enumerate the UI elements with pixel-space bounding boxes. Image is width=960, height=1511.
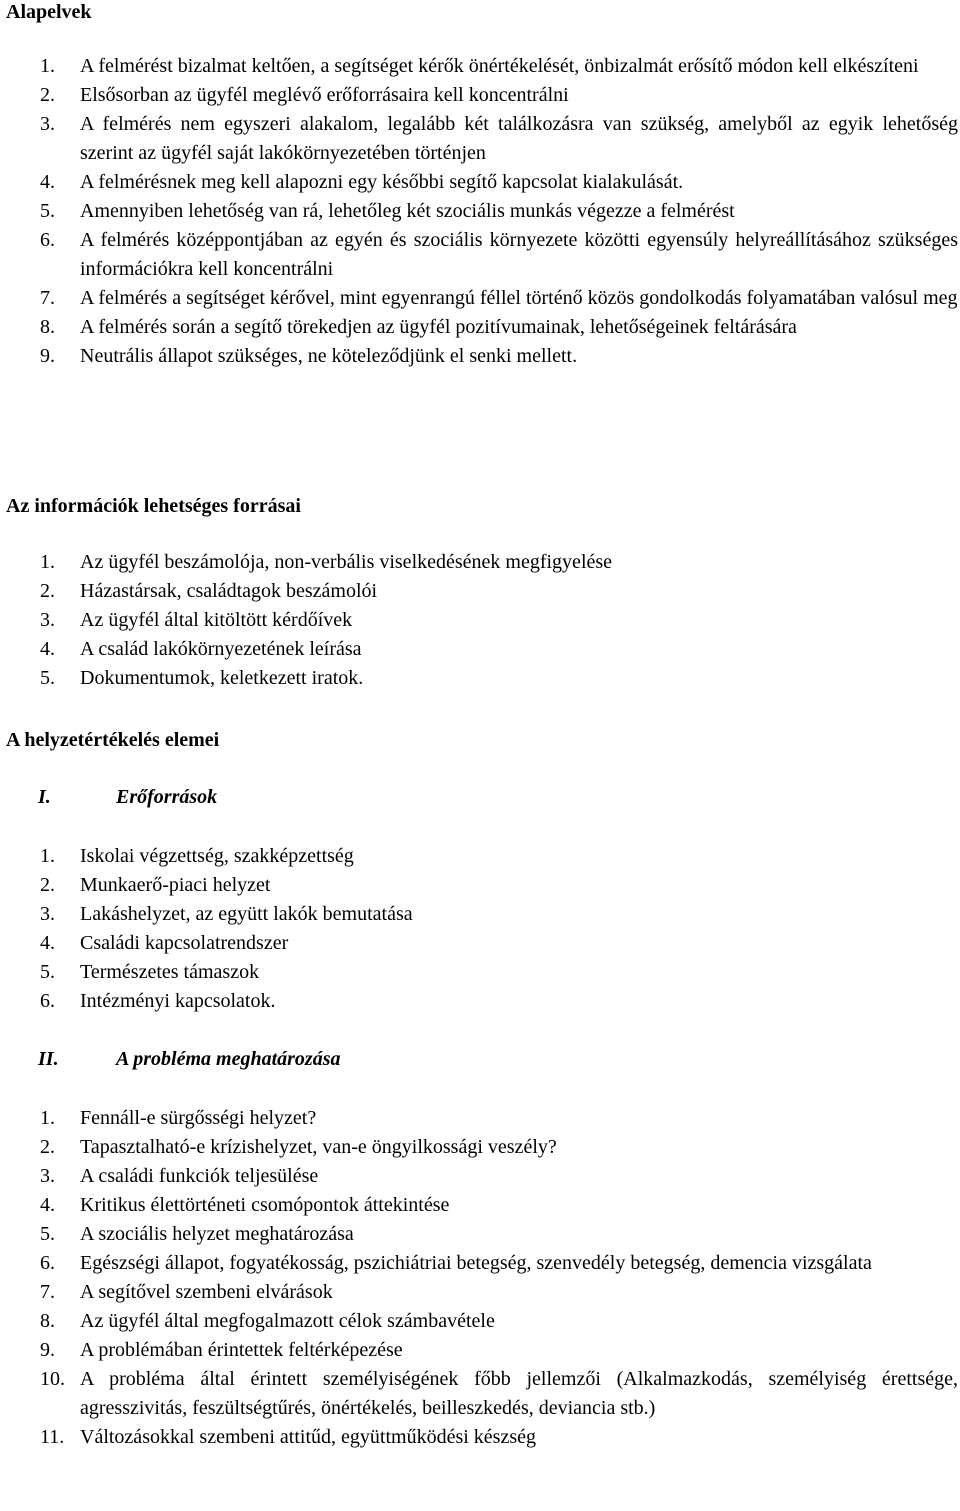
list-item-number: 2. <box>40 84 55 106</box>
list-item <box>0 1423 958 1452</box>
list-item-number: 11. <box>40 1426 65 1448</box>
list-item-number: 9. <box>40 1339 55 1361</box>
list-item-number: 7. <box>40 1281 55 1303</box>
list-item-text: A felmérés nem egyszeri alakalom, legalább két találkozásra van szükség, amelyből az egyik lehetőség szerint az ügyfél saját lakókörnyezetében történjen <box>80 113 958 164</box>
list-item-text: Változásokkal szembeni attitűd, együttműködési készség <box>80 1426 536 1448</box>
list-item <box>0 1220 958 1249</box>
list-item-text: Egészségi állapot, fogyatékosság, pszichiátriai betegség, szenvedély betegség, demencia vizsgálata <box>80 1252 872 1274</box>
list-item-number: 4. <box>40 1194 55 1216</box>
list-item-text: A felmérésnek meg kell alapozni egy későbbi segítő kapcsolat kialakulását. <box>80 171 684 193</box>
list-item-number: 3. <box>40 903 55 925</box>
list-informaciok <box>0 548 958 693</box>
list-item-text: A felmérés középpontjában az egyén és szociális környezete közötti egyensúly helyreállításához szükséges információkra kell koncentrálni <box>80 229 958 280</box>
list-item-text: Kritikus élettörténeti csomópontok áttekintése <box>80 1194 450 1216</box>
list-item <box>0 81 958 110</box>
list-item <box>0 871 958 900</box>
list-item-number: 8. <box>40 1310 55 1332</box>
list-item-text: Intézményi kapcsolatok. <box>80 990 276 1012</box>
list-item-text: Munkaerő-piaci helyzet <box>80 874 271 896</box>
list-item <box>0 1191 958 1220</box>
list-item-text: Az ügyfél által megfogalmazott célok számbavétele <box>80 1310 495 1332</box>
list-item-number: 5. <box>40 200 55 222</box>
heading-informaciok: Az információk lehetséges forrásai <box>6 495 301 517</box>
list-item <box>0 548 958 577</box>
list-eroforrasok <box>0 842 958 1016</box>
list-item-text: A problémában érintettek feltérképezése <box>80 1339 403 1361</box>
subheading-problema <box>0 1046 340 1072</box>
list-problema <box>0 1104 958 1452</box>
list-item <box>0 635 958 664</box>
list-item <box>0 342 958 371</box>
list-item <box>0 958 958 987</box>
list-item-text: A család lakókörnyezetének leírása <box>80 638 362 660</box>
subheading-title: A probléma meghatározása <box>116 1048 341 1070</box>
list-item-number: 5. <box>40 1223 55 1245</box>
list-item-number: 3. <box>40 113 55 135</box>
roman-numeral: I. <box>38 786 51 808</box>
list-item <box>0 1162 958 1191</box>
list-item-text: A probléma által érintett személyiségének főbb jellemzői (Alkalmazkodás, személyiség érettsége, agresszivitás, feszültségtűrés, önértékelés, beilleszkedés, deviancia stb.) <box>80 1368 958 1419</box>
list-item-text: Lakáshelyzet, az együtt lakók bemutatása <box>80 903 413 925</box>
heading-helyzetertekeles: A helyzetértékelés elemei <box>6 729 220 751</box>
list-item-number: 6. <box>40 229 55 251</box>
list-item-text: Családi kapcsolatrendszer <box>80 932 289 954</box>
list-item-number: 1. <box>40 1107 55 1129</box>
list-item <box>0 1336 958 1365</box>
list-item-number: 1. <box>40 845 55 867</box>
list-item <box>0 987 958 1016</box>
heading-alapelvek: Alapelvek <box>6 1 92 23</box>
list-item-text: A felmérés a segítséget kérővel, mint egyenrangú féllel történő közös gondolkodás folyamatában valósul meg <box>80 287 958 309</box>
list-item-text: Amennyiben lehetőség van rá, lehetőleg két szociális munkás végezze a felmérést <box>80 200 735 222</box>
list-item <box>0 168 958 197</box>
list-item <box>0 226 958 284</box>
list-item <box>0 197 958 226</box>
list-item <box>0 313 958 342</box>
list-item <box>0 577 958 606</box>
list-item <box>0 1365 958 1423</box>
list-item-text: A segítővel szembeni elvárások <box>80 1281 333 1303</box>
list-item-number: 4. <box>40 932 55 954</box>
list-item-text: A felmérés során a segítő törekedjen az ügyfél pozitívumainak, lehetőségeinek feltárására <box>80 316 797 338</box>
list-item-number: 6. <box>40 1252 55 1274</box>
list-item-text: Dokumentumok, keletkezett iratok. <box>80 667 364 689</box>
list-item-number: 3. <box>40 1165 55 1187</box>
subheading-eroforrasok <box>0 784 217 810</box>
list-item <box>0 284 958 313</box>
list-item <box>0 900 958 929</box>
list-item <box>0 1278 958 1307</box>
list-item-number: 2. <box>40 1136 55 1158</box>
subheading-title: Erőforrások <box>116 786 218 808</box>
list-item-text: Iskolai végzettség, szakképzettség <box>80 845 354 867</box>
list-item <box>0 110 958 168</box>
list-item-number: 1. <box>40 551 55 573</box>
list-item-text: Természetes támaszok <box>80 961 260 983</box>
list-item-text: Elsősorban az ügyfél meglévő erőforrásaira kell koncentrálni <box>80 84 569 106</box>
list-item <box>0 1307 958 1336</box>
list-item-text: Fennáll-e sürgősségi helyzet? <box>80 1107 317 1129</box>
list-item <box>0 606 958 635</box>
list-item-number: 6. <box>40 990 55 1012</box>
list-item <box>0 664 958 693</box>
list-item-text: Az ügyfél által kitöltött kérdőívek <box>80 609 353 631</box>
list-item-number: 1. <box>40 55 55 77</box>
list-item-number: 2. <box>40 874 55 896</box>
list-item-number: 2. <box>40 580 55 602</box>
list-item-text: A felmérést bizalmat keltően, a segítséget kérők önértékelését, önbizalmát erősítő módon kell elkészíteni <box>80 55 919 77</box>
list-item-number: 7. <box>40 287 55 309</box>
list-item-text: Tapasztalható-e krízishelyzet, van-e öngyilkossági veszély? <box>80 1136 557 1158</box>
list-item-text: A szociális helyzet meghatározása <box>80 1223 354 1245</box>
list-item-number: 10. <box>40 1368 65 1390</box>
list-item-number: 5. <box>40 667 55 689</box>
list-item <box>0 1133 958 1162</box>
roman-numeral: II. <box>38 1048 59 1070</box>
list-item-number: 5. <box>40 961 55 983</box>
list-item-number: 4. <box>40 171 55 193</box>
list-alapelvek <box>0 52 958 371</box>
list-item-number: 4. <box>40 638 55 660</box>
list-item <box>0 929 958 958</box>
list-item-number: 3. <box>40 609 55 631</box>
list-item-text: Neutrális állapot szükséges, ne köteleződjünk el senki mellett. <box>80 345 578 367</box>
list-item-text: Az ügyfél beszámolója, non-verbális viselkedésének megfigyelése <box>80 551 613 573</box>
list-item-number: 8. <box>40 316 55 338</box>
list-item-number: 9. <box>40 345 55 367</box>
list-item <box>0 1104 958 1133</box>
list-item <box>0 1249 958 1278</box>
list-item-text: Házastársak, családtagok beszámolói <box>80 580 378 602</box>
list-item <box>0 52 958 81</box>
list-item <box>0 842 958 871</box>
list-item-text: A családi funkciók teljesülése <box>80 1165 319 1187</box>
